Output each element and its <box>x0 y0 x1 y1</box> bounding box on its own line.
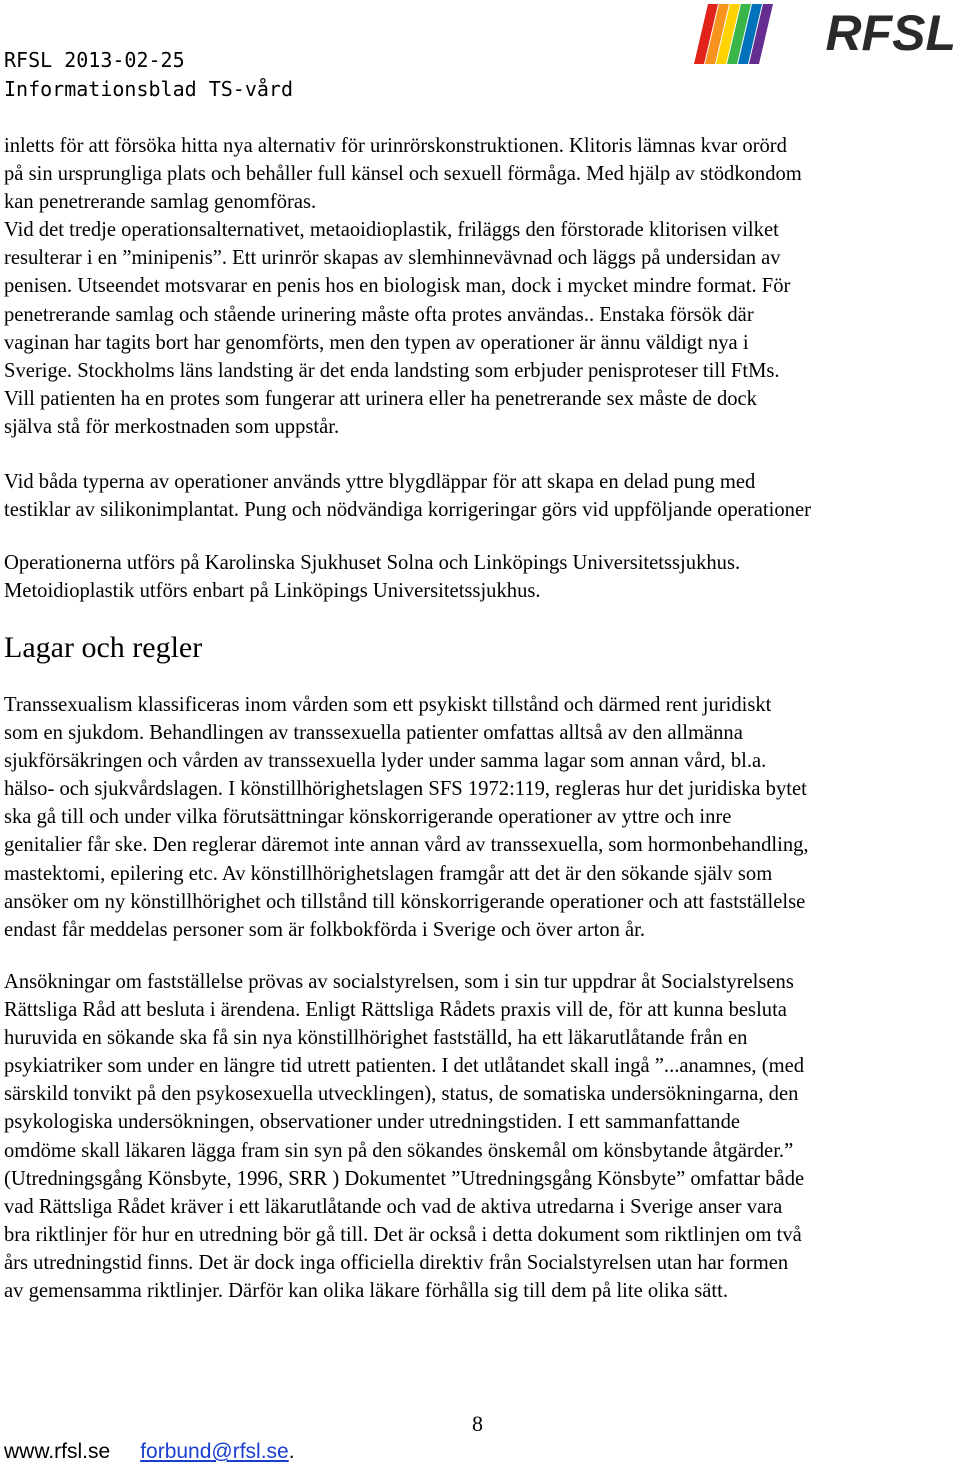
text-line-row <box>4 747 960 775</box>
text-line-row <box>4 1221 960 1249</box>
section-heading: Lagar och regler <box>4 631 203 664</box>
text-line: Vid det tredje operationsalternativet, metaoidioplastik, friläggs den förstorade klitorisen vilket <box>4 219 779 242</box>
text-line-row <box>4 549 960 577</box>
text-line-row <box>4 888 960 916</box>
email-link[interactable]: forbund@rfsl.se <box>140 1440 289 1463</box>
text-line-row <box>4 1080 960 1108</box>
text-line-row <box>4 160 960 188</box>
text-line-row <box>4 244 960 272</box>
text-line: sjukförsäkringen och vården av transsexuella lyder under samma lagar som annan vård, bl.a. <box>4 750 767 773</box>
rfsl-logo-graphic <box>680 0 960 72</box>
text-line: Rättsliga Råd att besluta i ärendena. Enligt Rättsliga Rådets praxis vill de, för att kunna besluta <box>4 999 787 1022</box>
text-line: vad Rättsliga Rådet kräver i ett läkarutlåtande och vad de aktiva utredarna i Sverige anser vara <box>4 1195 783 1218</box>
text-line: (Utredningsgång Könsbyte, 1996, SRR ) Dokumentet ”Utredningsgång Könsbyte” omfattar både <box>4 1167 805 1190</box>
text-line: särskild tonvikt på den psykosexuella utvecklingen), status, de somatiska undersökningarna, den <box>4 1083 799 1106</box>
text-line: Operationerna utförs på Karolinska Sjukhuset Solna och Linköpings Universitetssjukhus. <box>4 552 741 574</box>
text-line-row <box>4 577 960 605</box>
text-line-row <box>4 357 960 385</box>
text-line: psykiatriker som under en längre tid utrett patienten. I det utlåtandet skall ingå ”...anamnes, (med <box>4 1055 805 1078</box>
text-line: Sverige. Stockholms läns landsting är det enda landsting som erbjuder penisproteser till FtMs. <box>4 359 780 382</box>
text-line: av gemensamma riktlinjer. Därför kan olika läkare förhålla sig till dem på lite olika sätt. <box>4 1280 728 1303</box>
text-line-row <box>4 719 960 747</box>
header-line-2: Informationsblad TS-vård <box>4 77 293 101</box>
text-line-row <box>4 301 960 329</box>
paragraph-applications <box>4 968 960 1305</box>
text-line-row <box>4 1024 960 1052</box>
text-line: som en sjukdom. Behandlingen av transsexuella patienter omfattas alltså av den allmänna <box>4 722 743 745</box>
text-line-row <box>4 272 960 300</box>
text-line-row <box>4 803 960 831</box>
text-line-row <box>4 132 960 160</box>
text-line: Vid båda typerna av operationer används yttre blygdläppar för att skapa en delad pung med <box>4 471 756 493</box>
paragraph-laws <box>4 691 960 944</box>
footer <box>4 1438 295 1466</box>
text-line-row <box>4 996 960 1024</box>
text-line: själva stå för merkostnaden som uppstår. <box>4 415 340 438</box>
text-line: vaginan har tagits bort har genomförts, men den typen av operationer är ännu väldigt nya i <box>4 331 749 354</box>
text-line-row <box>4 1137 960 1165</box>
text-line-row <box>4 1249 960 1277</box>
paragraph-operations <box>4 132 960 441</box>
website-link[interactable]: www.rfsl.se <box>4 1440 111 1463</box>
text-line: endast får meddelas personer som är folkbokförda i Sverige och över arton år. <box>4 918 646 941</box>
header-line-1: RFSL 2013-02-25 <box>4 48 185 72</box>
text-line: Metoidioplastik utförs enbart på Linköpings Universitetssjukhus. <box>4 580 541 603</box>
text-line: resulterar i en ”minipenis”. Ett urinrör skapas av slemhinnevävnad och läggs på undersidan av <box>4 247 781 270</box>
text-line: års utredningstid finns. Det är dock inga officiella direktiv från Socialstyrelsen utan har formen <box>4 1251 789 1274</box>
text-line-row <box>4 216 960 244</box>
text-line: inletts för att försöka hitta nya alternativ för urinrörskonstruktionen. Klitoris lämnas kvar orörd <box>4 135 787 157</box>
text-line-row <box>4 1108 960 1136</box>
text-line: penisen. Utseendet motsvarar en penis hos en biologisk man, dock i mycket mindre format. För <box>4 275 791 298</box>
text-line: på sin ursprungliga plats och behåller full känsel och sexuell förmåga. Med hjälp av stödkondom <box>4 163 802 186</box>
rfsl-logo-text: RFSL <box>825 5 956 61</box>
text-line-row <box>4 691 960 719</box>
text-line-row <box>4 413 960 441</box>
text-line-row <box>4 496 960 524</box>
rfsl-logo <box>680 0 960 72</box>
text-line-row <box>4 188 960 216</box>
paragraph-hospitals <box>4 549 960 605</box>
text-line-row <box>4 831 960 859</box>
text-line-row <box>4 329 960 357</box>
text-line-row <box>4 1165 960 1193</box>
text-line: Vill patienten ha en protes som fungerar att urinera eller ha penetrerande sex måste de dock <box>4 387 757 410</box>
text-line-row <box>4 860 960 888</box>
text-line-row <box>4 1193 960 1221</box>
text-line: Transsexualism klassificeras inom vården som ett psykiskt tillstånd och därmed rent juridiskt <box>4 694 772 716</box>
text-line-row <box>4 1277 960 1305</box>
text-line: genitalier får ske. Den reglerar däremot inte annan vård av transsexuella, som hormonbehandling, <box>4 834 809 857</box>
text-line-row <box>4 775 960 803</box>
page-number: 8 <box>472 1411 483 1436</box>
text-line: bra riktlinjer för hur en utredning bör gå till. Det är också i detta dokument som riktlinjen om två <box>4 1223 802 1246</box>
text-line: kan penetrerande samlag genomföras. <box>4 191 317 214</box>
text-line-row <box>4 916 960 944</box>
text-line-row <box>4 1052 960 1080</box>
text-line: mastektomi, epilering etc. Av könstillhörighetslagen framgår att det är den sökande själv som <box>4 862 773 885</box>
text-line-row <box>4 385 960 413</box>
text-line: omdöme skall läkaren lägga fram sin syn på den sökandes önskemål om könsbytande åtgärder.” <box>4 1139 794 1162</box>
text-line: Ansökningar om fastställelse prövas av socialstyrelsen, som i sin tur uppdrar åt Socialstyrelsens <box>4 971 794 993</box>
text-line: testiklar av silikonimplantat. Pung och nödvändiga korrigeringar görs vid uppföljande operationer <box>4 499 811 522</box>
paragraph-scrotum <box>4 468 960 524</box>
text-line-row <box>4 468 960 496</box>
text-line-row <box>4 968 960 996</box>
email-suffix: . <box>288 1440 295 1463</box>
text-line: penetrerande samlag och stående urinering måste ofta protes användas.. Enstaka försök där <box>4 303 754 326</box>
text-line: hälso- och sjukvårdslagen. I könstillhörighetslagen SFS 1972:119, regleras hur det juridiska bytet <box>4 778 807 801</box>
text-line: ansöker om ny könstillhörighet och tillstånd till könskorrigerande operationer och att fastställelse <box>4 890 806 913</box>
text-line: huruvida en sökande ska få sin nya könstillhörighet fastställd, ha ett läkarutlåtande från en <box>4 1027 748 1050</box>
text-line: ska gå till och under vilka förutsättningar könskorrigerande operationer av yttre och inre <box>4 806 732 829</box>
text-line: psykologiska undersökningen, observationer under utredningstiden. I ett sammanfattande <box>4 1111 741 1134</box>
